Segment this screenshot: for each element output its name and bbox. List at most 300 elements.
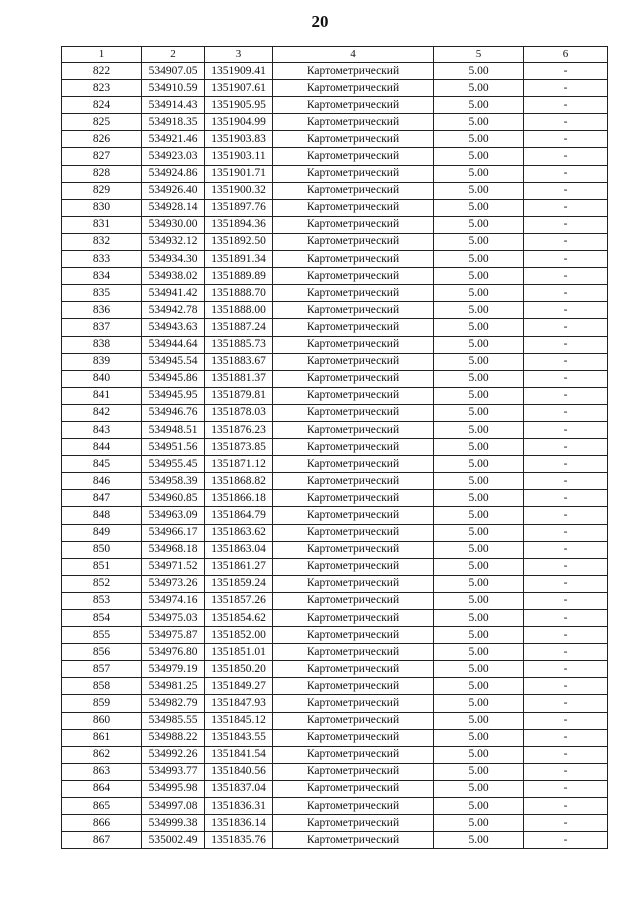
y-coordinate-cell: 1351836.31 [205,798,273,815]
x-coordinate-cell: 534924.86 [142,165,205,182]
accuracy-cell: 5.00 [434,456,524,473]
method-cell: Картометрический [273,404,434,421]
table-row [62,302,608,319]
accuracy-cell: 5.00 [434,627,524,644]
y-coordinate-cell: 1351868.82 [205,473,273,490]
accuracy-cell: 5.00 [434,404,524,421]
method-cell: Картометрический [273,490,434,507]
y-coordinate-cell: 1351885.73 [205,336,273,353]
method-cell: Картометрический [273,507,434,524]
accuracy-cell: 5.00 [434,268,524,285]
note-cell: - [524,182,608,199]
accuracy-cell: 5.00 [434,421,524,438]
x-coordinate-cell: 534971.52 [142,558,205,575]
accuracy-cell: 5.00 [434,541,524,558]
x-coordinate-cell: 534960.85 [142,490,205,507]
x-coordinate-cell: 534945.86 [142,370,205,387]
note-cell: - [524,370,608,387]
point-number-cell: 852 [62,575,142,592]
note-cell: - [524,832,608,849]
table-row [62,558,608,575]
accuracy-cell: 5.00 [434,439,524,456]
point-number-cell: 862 [62,746,142,763]
method-cell: Картометрический [273,558,434,575]
note-cell: - [524,97,608,114]
table-row [62,610,608,627]
x-coordinate-cell: 534932.12 [142,233,205,250]
point-number-cell: 855 [62,627,142,644]
point-number-cell: 851 [62,558,142,575]
accuracy-cell: 5.00 [434,507,524,524]
accuracy-cell: 5.00 [434,832,524,849]
accuracy-cell: 5.00 [434,575,524,592]
table-row [62,182,608,199]
method-cell: Картометрический [273,439,434,456]
x-coordinate-cell: 534993.77 [142,763,205,780]
accuracy-cell: 5.00 [434,302,524,319]
note-cell: - [524,302,608,319]
x-coordinate-cell: 534928.14 [142,199,205,216]
table-row [62,387,608,404]
table-body [62,63,608,849]
accuracy-cell: 5.00 [434,780,524,797]
method-cell: Картометрический [273,370,434,387]
point-number-cell: 843 [62,421,142,438]
method-cell: Картометрический [273,251,434,268]
note-cell: - [524,592,608,609]
note-cell: - [524,216,608,233]
note-cell: - [524,268,608,285]
point-number-cell: 861 [62,729,142,746]
accuracy-cell: 5.00 [434,370,524,387]
y-coordinate-cell: 1351845.12 [205,712,273,729]
method-cell: Картометрический [273,524,434,541]
point-number-cell: 845 [62,456,142,473]
point-number-cell: 831 [62,216,142,233]
note-cell: - [524,746,608,763]
method-cell: Картометрический [273,592,434,609]
point-number-cell: 858 [62,678,142,695]
accuracy-cell: 5.00 [434,644,524,661]
point-number-cell: 835 [62,285,142,302]
table-row [62,678,608,695]
accuracy-cell: 5.00 [434,131,524,148]
accuracy-cell: 5.00 [434,199,524,216]
table-row [62,199,608,216]
y-coordinate-cell: 1351873.85 [205,439,273,456]
note-cell: - [524,456,608,473]
table-row [62,763,608,780]
y-coordinate-cell: 1351852.00 [205,627,273,644]
table-row [62,353,608,370]
note-cell: - [524,439,608,456]
table-row [62,746,608,763]
method-cell: Картометрический [273,661,434,678]
x-coordinate-cell: 534992.26 [142,746,205,763]
note-cell: - [524,507,608,524]
accuracy-cell: 5.00 [434,592,524,609]
method-cell: Картометрический [273,387,434,404]
x-coordinate-cell: 534981.25 [142,678,205,695]
method-cell: Картометрический [273,148,434,165]
table-row [62,541,608,558]
point-number-cell: 822 [62,63,142,80]
point-number-cell: 829 [62,182,142,199]
y-coordinate-cell: 1351901.71 [205,165,273,182]
x-coordinate-cell: 534914.43 [142,97,205,114]
y-coordinate-cell: 1351850.20 [205,661,273,678]
x-coordinate-cell: 534923.03 [142,148,205,165]
accuracy-cell: 5.00 [434,182,524,199]
note-cell: - [524,131,608,148]
table-row [62,798,608,815]
point-number-cell: 837 [62,319,142,336]
y-coordinate-cell: 1351883.67 [205,353,273,370]
y-coordinate-cell: 1351835.76 [205,832,273,849]
table-row [62,80,608,97]
table-row [62,644,608,661]
y-coordinate-cell: 1351863.62 [205,524,273,541]
accuracy-cell: 5.00 [434,80,524,97]
method-cell: Картометрический [273,832,434,849]
table-row [62,233,608,250]
note-cell: - [524,80,608,97]
method-cell: Картометрический [273,131,434,148]
x-coordinate-cell: 534918.35 [142,114,205,131]
point-number-cell: 850 [62,541,142,558]
note-cell: - [524,233,608,250]
method-cell: Картометрический [273,182,434,199]
note-cell: - [524,490,608,507]
accuracy-cell: 5.00 [434,336,524,353]
method-cell: Картометрический [273,319,434,336]
y-coordinate-cell: 1351909.41 [205,63,273,80]
accuracy-cell: 5.00 [434,165,524,182]
note-cell: - [524,251,608,268]
accuracy-cell: 5.00 [434,490,524,507]
x-coordinate-cell: 534944.64 [142,336,205,353]
y-coordinate-cell: 1351900.32 [205,182,273,199]
point-number-cell: 848 [62,507,142,524]
accuracy-cell: 5.00 [434,610,524,627]
coordinates-table [61,46,608,849]
point-number-cell: 826 [62,131,142,148]
point-number-cell: 856 [62,644,142,661]
accuracy-cell: 5.00 [434,763,524,780]
table-row [62,114,608,131]
method-cell: Картометрический [273,233,434,250]
y-coordinate-cell: 1351887.24 [205,319,273,336]
point-number-cell: 846 [62,473,142,490]
table-row [62,524,608,541]
table-row [62,216,608,233]
x-coordinate-cell: 534985.55 [142,712,205,729]
method-cell: Картометрический [273,302,434,319]
page-number: 20 [311,12,329,31]
accuracy-cell: 5.00 [434,746,524,763]
point-number-cell: 860 [62,712,142,729]
y-coordinate-cell: 1351837.04 [205,780,273,797]
accuracy-cell: 5.00 [434,798,524,815]
y-coordinate-cell: 1351889.89 [205,268,273,285]
method-cell: Картометрический [273,285,434,302]
y-coordinate-cell: 1351894.36 [205,216,273,233]
accuracy-cell: 5.00 [434,695,524,712]
note-cell: - [524,524,608,541]
point-number-cell: 840 [62,370,142,387]
y-coordinate-cell: 1351871.12 [205,456,273,473]
accuracy-cell: 5.00 [434,285,524,302]
method-cell: Картометрический [273,473,434,490]
y-coordinate-cell: 1351891.34 [205,251,273,268]
accuracy-cell: 5.00 [434,729,524,746]
table-row [62,780,608,797]
y-coordinate-cell: 1351876.23 [205,421,273,438]
table-row [62,131,608,148]
column-header: 2 [142,47,205,63]
accuracy-cell: 5.00 [434,558,524,575]
note-cell: - [524,336,608,353]
accuracy-cell: 5.00 [434,815,524,832]
point-number-cell: 839 [62,353,142,370]
point-number-cell: 827 [62,148,142,165]
x-coordinate-cell: 534930.00 [142,216,205,233]
y-coordinate-cell: 1351881.37 [205,370,273,387]
y-coordinate-cell: 1351857.26 [205,592,273,609]
x-coordinate-cell: 534946.76 [142,404,205,421]
column-header: 4 [273,47,434,63]
table-row [62,661,608,678]
x-coordinate-cell: 534963.09 [142,507,205,524]
x-coordinate-cell: 534951.56 [142,439,205,456]
y-coordinate-cell: 1351866.18 [205,490,273,507]
point-number-cell: 866 [62,815,142,832]
method-cell: Картометрический [273,353,434,370]
point-number-cell: 841 [62,387,142,404]
method-cell: Картометрический [273,712,434,729]
point-number-cell: 838 [62,336,142,353]
table-row [62,490,608,507]
table-row [62,507,608,524]
x-coordinate-cell: 534999.38 [142,815,205,832]
point-number-cell: 830 [62,199,142,216]
note-cell: - [524,473,608,490]
method-cell: Картометрический [273,199,434,216]
method-cell: Картометрический [273,336,434,353]
method-cell: Картометрический [273,63,434,80]
note-cell: - [524,575,608,592]
method-cell: Картометрический [273,798,434,815]
table-row [62,439,608,456]
point-number-cell: 863 [62,763,142,780]
method-cell: Картометрический [273,610,434,627]
note-cell: - [524,148,608,165]
point-number-cell: 833 [62,251,142,268]
note-cell: - [524,114,608,131]
note-cell: - [524,798,608,815]
x-coordinate-cell: 534966.17 [142,524,205,541]
note-cell: - [524,644,608,661]
accuracy-cell: 5.00 [434,712,524,729]
method-cell: Картометрический [273,729,434,746]
method-cell: Картометрический [273,780,434,797]
note-cell: - [524,712,608,729]
note-cell: - [524,780,608,797]
point-number-cell: 867 [62,832,142,849]
method-cell: Картометрический [273,763,434,780]
table-row [62,832,608,849]
method-cell: Картометрический [273,695,434,712]
note-cell: - [524,678,608,695]
y-coordinate-cell: 1351903.11 [205,148,273,165]
point-number-cell: 823 [62,80,142,97]
point-number-cell: 825 [62,114,142,131]
x-coordinate-cell: 534955.45 [142,456,205,473]
y-coordinate-cell: 1351841.54 [205,746,273,763]
column-header: 1 [62,47,142,63]
point-number-cell: 828 [62,165,142,182]
point-number-cell: 865 [62,798,142,815]
table-row [62,592,608,609]
table-row [62,319,608,336]
method-cell: Картометрический [273,644,434,661]
table-row [62,148,608,165]
table-row [62,165,608,182]
x-coordinate-cell: 534997.08 [142,798,205,815]
table-row [62,575,608,592]
x-coordinate-cell: 534943.63 [142,319,205,336]
y-coordinate-cell: 1351840.56 [205,763,273,780]
point-number-cell: 824 [62,97,142,114]
method-cell: Картометрический [273,165,434,182]
method-cell: Картометрический [273,627,434,644]
y-coordinate-cell: 1351849.27 [205,678,273,695]
accuracy-cell: 5.00 [434,233,524,250]
point-number-cell: 853 [62,592,142,609]
column-header: 3 [205,47,273,63]
point-number-cell: 854 [62,610,142,627]
note-cell: - [524,661,608,678]
x-coordinate-cell: 534973.26 [142,575,205,592]
table-row [62,336,608,353]
x-coordinate-cell: 534948.51 [142,421,205,438]
y-coordinate-cell: 1351878.03 [205,404,273,421]
y-coordinate-cell: 1351836.14 [205,815,273,832]
point-number-cell: 842 [62,404,142,421]
y-coordinate-cell: 1351892.50 [205,233,273,250]
x-coordinate-cell: 534975.03 [142,610,205,627]
accuracy-cell: 5.00 [434,216,524,233]
accuracy-cell: 5.00 [434,63,524,80]
x-coordinate-cell: 534938.02 [142,268,205,285]
table-row [62,251,608,268]
column-header: 6 [524,47,608,63]
table-row [62,712,608,729]
table-row [62,63,608,80]
point-number-cell: 836 [62,302,142,319]
y-coordinate-cell: 1351847.93 [205,695,273,712]
y-coordinate-cell: 1351903.83 [205,131,273,148]
note-cell: - [524,558,608,575]
point-number-cell: 847 [62,490,142,507]
header-row [62,47,608,63]
method-cell: Картометрический [273,421,434,438]
accuracy-cell: 5.00 [434,387,524,404]
y-coordinate-cell: 1351859.24 [205,575,273,592]
x-coordinate-cell: 534921.46 [142,131,205,148]
x-coordinate-cell: 535002.49 [142,832,205,849]
accuracy-cell: 5.00 [434,473,524,490]
x-coordinate-cell: 534979.19 [142,661,205,678]
y-coordinate-cell: 1351854.62 [205,610,273,627]
x-coordinate-cell: 534934.30 [142,251,205,268]
y-coordinate-cell: 1351904.99 [205,114,273,131]
accuracy-cell: 5.00 [434,524,524,541]
note-cell: - [524,199,608,216]
note-cell: - [524,627,608,644]
method-cell: Картометрический [273,815,434,832]
x-coordinate-cell: 534926.40 [142,182,205,199]
accuracy-cell: 5.00 [434,661,524,678]
x-coordinate-cell: 534968.18 [142,541,205,558]
point-number-cell: 844 [62,439,142,456]
y-coordinate-cell: 1351861.27 [205,558,273,575]
point-number-cell: 832 [62,233,142,250]
x-coordinate-cell: 534910.59 [142,80,205,97]
x-coordinate-cell: 534975.87 [142,627,205,644]
table-row [62,285,608,302]
accuracy-cell: 5.00 [434,319,524,336]
point-number-cell: 859 [62,695,142,712]
x-coordinate-cell: 534941.42 [142,285,205,302]
accuracy-cell: 5.00 [434,114,524,131]
method-cell: Картометрический [273,216,434,233]
table-row [62,268,608,285]
y-coordinate-cell: 1351907.61 [205,80,273,97]
note-cell: - [524,353,608,370]
note-cell: - [524,63,608,80]
table-row [62,473,608,490]
x-coordinate-cell: 534988.22 [142,729,205,746]
x-coordinate-cell: 534945.95 [142,387,205,404]
point-number-cell: 834 [62,268,142,285]
x-coordinate-cell: 534976.80 [142,644,205,661]
method-cell: Картометрический [273,268,434,285]
y-coordinate-cell: 1351905.95 [205,97,273,114]
accuracy-cell: 5.00 [434,353,524,370]
method-cell: Картометрический [273,746,434,763]
accuracy-cell: 5.00 [434,97,524,114]
note-cell: - [524,404,608,421]
x-coordinate-cell: 534945.54 [142,353,205,370]
point-number-cell: 849 [62,524,142,541]
note-cell: - [524,763,608,780]
table-row [62,627,608,644]
x-coordinate-cell: 534958.39 [142,473,205,490]
note-cell: - [524,319,608,336]
note-cell: - [524,541,608,558]
accuracy-cell: 5.00 [434,148,524,165]
note-cell: - [524,387,608,404]
y-coordinate-cell: 1351843.55 [205,729,273,746]
table-row [62,404,608,421]
method-cell: Картометрический [273,541,434,558]
point-number-cell: 864 [62,780,142,797]
y-coordinate-cell: 1351897.76 [205,199,273,216]
note-cell: - [524,695,608,712]
note-cell: - [524,610,608,627]
table-row [62,729,608,746]
